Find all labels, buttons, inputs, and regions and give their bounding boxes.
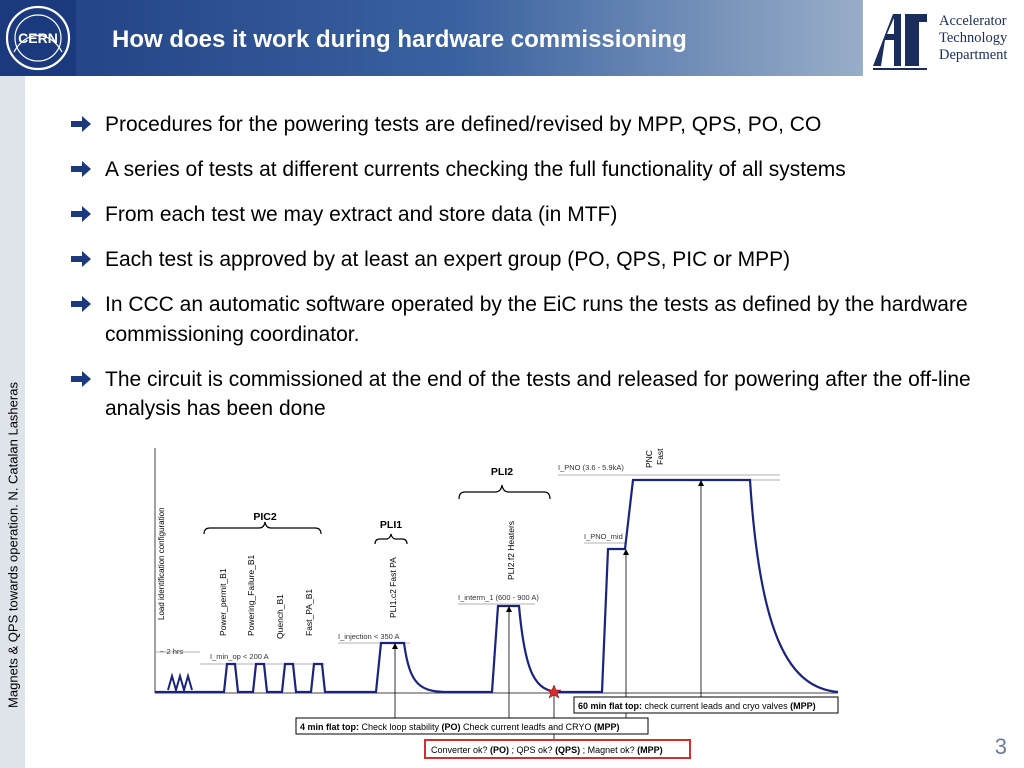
- pno-label: Fast: [655, 448, 665, 465]
- department-logo: [862, 0, 1024, 76]
- arrow-right-icon: [70, 250, 92, 268]
- bullet-text: Each test is approved by at least an expert group (PO, QPS, PIC or MPP): [105, 248, 791, 271]
- bullet-item: [70, 290, 990, 349]
- pic2-test-label: Power_permit_B1: [218, 568, 228, 636]
- pic2-test-label: Quench_B1: [275, 594, 285, 639]
- i-pno-mid-label: I_PNO_mid: [584, 532, 623, 541]
- arrow-right-icon: [70, 160, 92, 178]
- pic2-test-label: Powering_Failure_B1: [246, 554, 256, 636]
- bullet-item: [70, 200, 990, 230]
- header-bar: [0, 0, 1024, 76]
- department-name: [939, 13, 1007, 64]
- arrow-right-icon: [70, 295, 92, 313]
- bullet-item: [70, 365, 990, 424]
- annotation-converter-text: Converter ok? (PO) ; QPS ok? (QPS) ; Magnet ok? (MPP): [431, 745, 663, 755]
- bullet-text: In CCC an automatic software operated by the EiC runs the tests as defined by the hardware commissioning coordinator.: [105, 293, 968, 346]
- pic2-test-label: Fast_PA_B1: [304, 588, 314, 636]
- pic2-brace: [204, 522, 321, 534]
- pli1-label: PLI1: [379, 519, 403, 531]
- duration-label: ~ 2 hrs: [160, 647, 184, 656]
- pic2-label: PIC2: [253, 511, 277, 523]
- bullet-text: A series of tests at different currents checking the full functionality of all systems: [105, 158, 846, 181]
- arrow-right-icon: [70, 205, 92, 223]
- department-line-1: Accelerator: [939, 13, 1007, 29]
- powering-cycle-diagram: [140, 448, 840, 766]
- load-id-signal: [168, 676, 192, 690]
- pli2-test-label: PLI2.f2 Heaters: [506, 520, 516, 580]
- pno-label: PNC: [644, 450, 654, 468]
- cern-logo: [0, 0, 76, 76]
- department-line-2: Technology: [939, 30, 1008, 46]
- pli2-brace: [459, 485, 550, 499]
- bullet-item: [70, 245, 990, 275]
- page-number: 3: [994, 734, 1007, 759]
- bullet-text: Procedures for the powering tests are defined/revised by MPP, QPS, PO, CO: [105, 113, 822, 136]
- i-injection-label: I_injection < 350 A: [338, 632, 400, 641]
- i-min-op-label: I_min_op < 200 A: [210, 652, 269, 661]
- annotation-4min-text: 4 min flat top: Check loop stability (PO) Check current leadfs and CRYO (MPP): [300, 722, 620, 732]
- i-interm-label: I_interm_1 (600 - 900 A): [458, 593, 539, 602]
- department-line-3: Department: [939, 47, 1008, 63]
- bullet-text: The circuit is commissioned at the end of the tests and released for powering after the off-line analysis has been done: [105, 367, 971, 420]
- bullet-list: [70, 110, 990, 439]
- bullet-item: [70, 110, 990, 140]
- cern-logo-text: CERN: [18, 30, 58, 46]
- pli1-test-label: PLI1.c2 Fast PA: [388, 557, 398, 618]
- annotation-60min-text: 60 min flat top: check current leads and cryo valves (MPP): [578, 701, 816, 711]
- footer-caption: Magnets & QPS towards operation. N. Catalan Lasheras: [5, 382, 21, 708]
- pli2-label: PLI2: [490, 466, 514, 478]
- bullet-text: From each test we may extract and store data (in MTF): [105, 203, 618, 226]
- bullet-item: [70, 155, 990, 185]
- arrow-right-icon: [70, 115, 92, 133]
- i-pno-label: I_PNO (3.6 - 5.9kA): [558, 463, 624, 472]
- pli1-brace: [375, 534, 407, 544]
- arrow-right-icon: [70, 370, 92, 388]
- load-id-label: Load identification configuration: [157, 507, 166, 620]
- page-title: How does it work during hardware commissioning: [112, 26, 687, 53]
- at-logo-icon: [867, 0, 933, 76]
